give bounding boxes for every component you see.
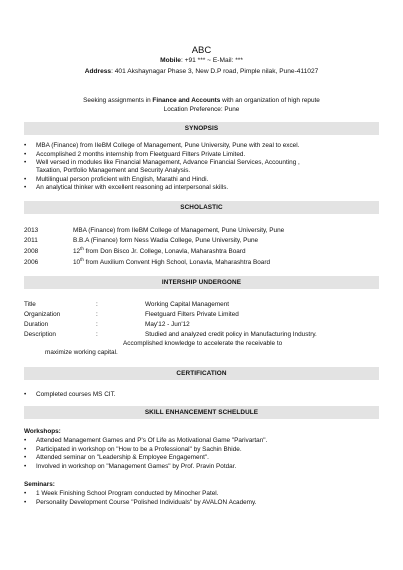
seminar-item-text: Personality Development Course "Polished Individuals" by AVALON Academy. [36, 498, 257, 506]
workshop-item-text: Attended seminar on "Leadership & Employee Engagement". [36, 454, 209, 462]
education-year: 2013 [24, 227, 39, 234]
education-year: 2008 [24, 248, 39, 255]
internship-value: Working Capital Management [145, 301, 230, 308]
synopsis-item-text: MBA (Finance) from IIeBM College of Management, Pune University, Pune with zeal to excel. [36, 142, 300, 149]
education-year: 2006 [24, 259, 39, 266]
location-preference: Location Preference: Pune [163, 106, 240, 113]
internship-row [24, 311, 384, 320]
workshop-item-text: Involved in workshop on "Management Games" by Prof. Pravin Potdar. [36, 462, 237, 470]
bullet-icon: • [24, 175, 27, 183]
address-line [0, 68, 403, 76]
bullet-icon: • [24, 445, 27, 453]
seminar-item-text: 1 Week Finishing School Program conducted by Minocher Patel. [36, 490, 219, 497]
internship-row [24, 331, 384, 340]
grade-text: from Don Bisco Jr. College, Lonavla, Maharashtra Board [83, 248, 246, 255]
workshops-label: Workshops: [24, 428, 61, 435]
internship-key: Title [24, 301, 36, 308]
mobile-label: Mobile [160, 57, 181, 64]
workshop-item-text: Participated in workshop on "How to be a Professional" by Sachin Bhide. [36, 445, 242, 453]
grade-text: from Auxilium Convent High School, Lonavla, Maharashtra Board [83, 259, 271, 266]
list-item [24, 391, 384, 400]
list-item [24, 454, 384, 463]
grade-number: 10 [73, 259, 81, 266]
certification-list [24, 391, 384, 400]
list-item [24, 446, 384, 455]
bullet-icon: • [24, 184, 27, 192]
candidate-name: ABC [191, 45, 212, 56]
list-item [24, 184, 384, 193]
career-objective [0, 97, 403, 105]
education-text: MBA (Finance) from IIeBM College of Management, Pune University, Pune [73, 227, 285, 234]
list-item [24, 142, 384, 151]
list-item [24, 151, 384, 160]
objective-prefix: Seeking assignments in [83, 97, 153, 104]
mobile-email-value: : +91 *** ~ E-Mail: *** [180, 57, 243, 64]
bullet-icon: • [24, 498, 27, 506]
workshop-item-text: Attended Management Games and P's Of Life as Motivational Game "Parivartan". [36, 437, 268, 444]
grade-suffix: th [80, 245, 84, 251]
seminars-list [24, 490, 384, 507]
grade-number: 12 [73, 248, 81, 255]
objective-field: Finance and Accounts [152, 97, 221, 104]
education-text [73, 256, 271, 267]
address-value: : 401 Akshaynagar Phase 3, New D.P road, Pimple nilak, Pune-411027 [111, 68, 319, 75]
bullet-icon: • [24, 142, 27, 149]
address-label: Address [84, 68, 112, 75]
internship-value: Fleetguard Filters Private Limited [145, 311, 239, 318]
list-item [24, 437, 384, 446]
grade-suffix: th [80, 256, 84, 262]
list-item [24, 499, 384, 508]
internship-description-cont: maximize working capital. [45, 349, 118, 356]
bullet-icon: • [24, 454, 27, 462]
synopsis-item-text: Accomplished 2 months internship from Fleetguard Filters Private Limited. [36, 150, 246, 158]
internship-colon: : [96, 311, 98, 318]
internship-description-cont: Accomplished knowledge to accelerate the receivable to [123, 340, 283, 347]
list-item [24, 463, 384, 472]
bullet-icon: • [24, 462, 27, 470]
education-text [73, 245, 246, 256]
contact-line [0, 57, 403, 65]
internship-row [24, 321, 384, 330]
internship-key: Duration [24, 321, 49, 328]
bullet-icon: • [24, 437, 27, 444]
certification-item-text: Completed courses MS CIT. [36, 391, 116, 398]
internship-key: Organization [24, 311, 61, 318]
education-year: 2011 [24, 237, 38, 244]
scholastic-heading: SCHOLASTIC [24, 201, 379, 214]
internship-colon: : [96, 301, 98, 308]
synopsis-item-text: An analytical thinker with excellent reasoning ad interpersonal skills. [36, 184, 229, 192]
certification-heading: CERTIFICATION [24, 367, 379, 380]
synopsis-list [24, 142, 384, 193]
bullet-icon: • [24, 150, 27, 158]
bullet-icon: • [24, 391, 27, 398]
internship-value: May'12 - Jun'12 [145, 321, 190, 328]
synopsis-item-text: Multilingual person proficient with English, Marathi and Hindi. [36, 175, 209, 183]
education-text: B.B.A (Finance) form Ness Wadia College, Pune University, Pune [73, 237, 259, 244]
internship-key: Description [24, 331, 56, 338]
list-item [24, 176, 384, 185]
seminars-label: Seminars: [24, 481, 55, 488]
synopsis-heading: SYNOPSIS [24, 122, 379, 135]
skills-heading: SKILL ENHANCEMENT SCHELDULE [24, 406, 379, 419]
bullet-icon: • [24, 490, 27, 497]
internship-colon: : [96, 331, 98, 338]
objective-suffix: with an organization of high repute [220, 97, 320, 104]
list-item [24, 159, 384, 175]
synopsis-item-text: Well versed in modules like Financial Management, Advance Financial Services, Accounting , [36, 159, 300, 167]
internship-row [24, 301, 384, 310]
synopsis-item-text-cont: Taxation, Portfolio Management and Security Analysis. [36, 167, 191, 175]
internship-heading: INTERSHIP UNDERGONE [24, 276, 379, 289]
internship-value: Studied and analyzed credit policy in Manufacturing Industry. [145, 331, 317, 338]
internship-colon: : [96, 321, 98, 328]
bullet-icon: • [24, 159, 27, 167]
workshops-list [24, 437, 384, 471]
list-item [24, 490, 384, 499]
